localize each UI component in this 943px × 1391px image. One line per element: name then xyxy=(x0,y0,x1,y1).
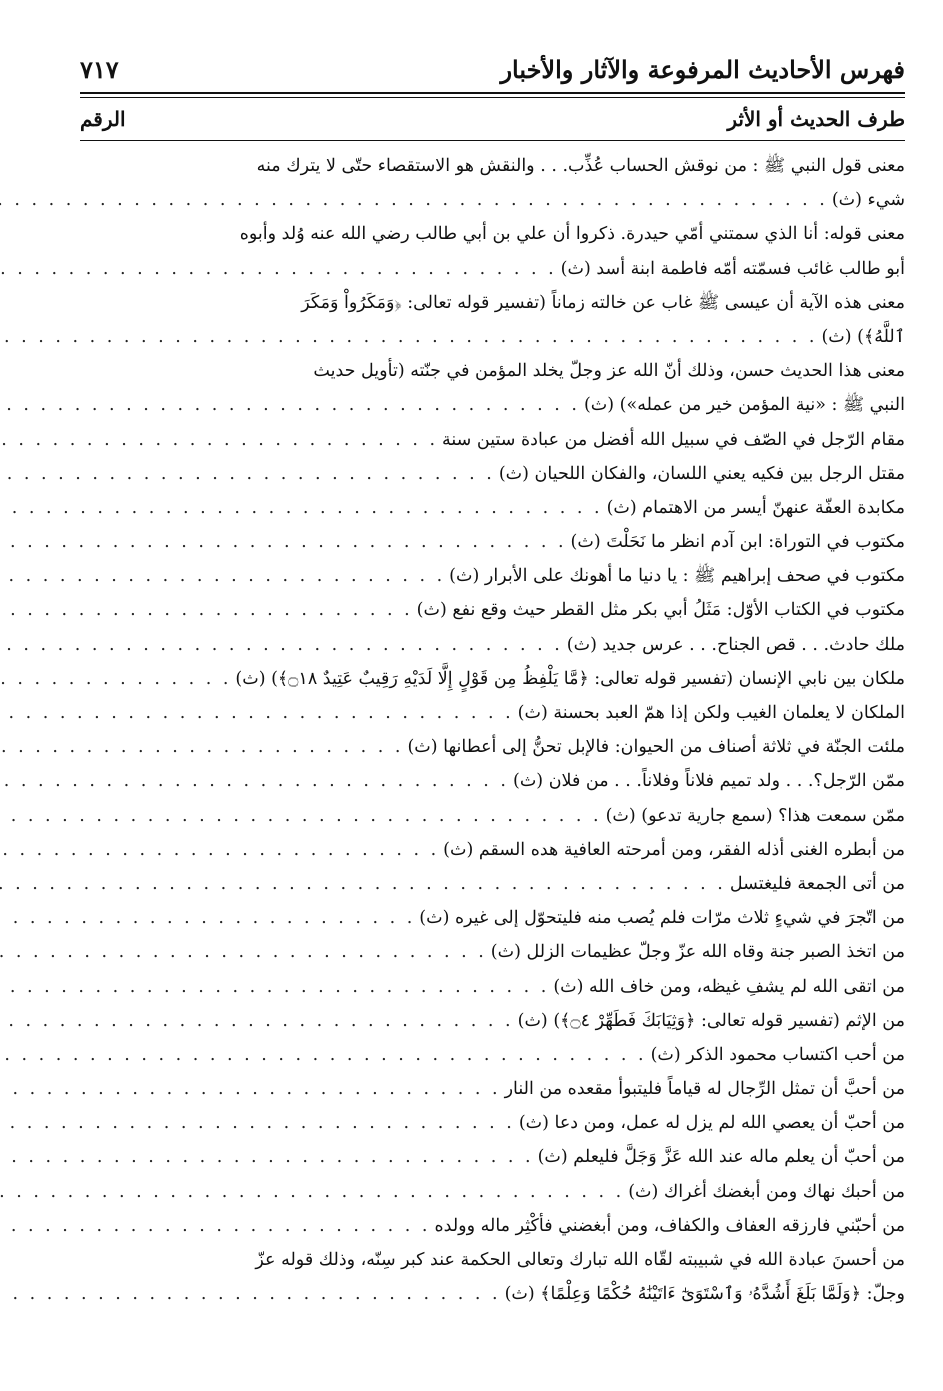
dot-leader xyxy=(0,252,561,286)
entry-line xyxy=(80,833,905,867)
index-entry xyxy=(80,662,905,696)
dot-leader xyxy=(0,525,571,559)
entry-line xyxy=(80,1106,905,1140)
entry-line xyxy=(80,457,905,491)
entry-line xyxy=(80,1004,905,1038)
entry-text: الملكان لا يعلمان الغيب ولكن إذا همّ العبد بحسنة (ث) xyxy=(517,703,905,723)
dot-leader xyxy=(0,457,499,491)
entry-line xyxy=(80,559,905,593)
entry-line xyxy=(80,730,905,764)
index-entry xyxy=(80,457,905,491)
entry-text: وجلّ: ﴿وَلَمَّا بَلَغَ أَشُدَّهُۥ وَٱسْتَوَىٰٓ ءَاتَيْنَٰهُ حُكْمًا وَعِلْمًا﴾ (ث) xyxy=(504,1284,905,1305)
dot-leader xyxy=(0,628,567,662)
index-entry xyxy=(80,901,905,935)
dot-leader xyxy=(0,730,407,764)
entry-line xyxy=(80,388,905,422)
entry-line xyxy=(80,935,905,969)
dot-leader xyxy=(0,799,606,833)
entry-text: من اتقى الله لم يشفِ غيظه، ومن خاف الله (ث) xyxy=(553,976,905,997)
dot-leader xyxy=(0,1004,518,1038)
dot-leader xyxy=(0,491,607,525)
dot-leader xyxy=(0,696,518,730)
dot-leader xyxy=(0,320,821,354)
entry-text: من أحبك نهاك ومن أبغضك أغراك (ث) xyxy=(628,1181,905,1202)
index-entry xyxy=(80,730,905,764)
dot-leader xyxy=(0,901,419,935)
entry-line xyxy=(80,662,905,696)
entry-line xyxy=(80,1038,905,1072)
dot-leader xyxy=(0,593,417,627)
dot-leader xyxy=(0,183,832,217)
index-entry xyxy=(80,286,905,354)
entry-text: من أحبَّ أن تمثل الرِّجال له قياماً فليتبوأ مقعده من النار xyxy=(504,1079,905,1100)
entry-line xyxy=(80,183,905,217)
entry-line xyxy=(80,1140,905,1174)
entry-text: شيء (ث) xyxy=(831,190,905,211)
entry-line xyxy=(80,320,905,354)
entry-line xyxy=(80,217,905,251)
entry-line xyxy=(80,1243,905,1277)
dot-leader xyxy=(0,970,553,1004)
index-entry xyxy=(80,593,905,627)
entry-text: معنى هذا الحديث حسن، وذلك أنّ الله عز وجلّ يخلد المؤمن في جنّته (تأويل حديث xyxy=(313,361,905,382)
entry-text: معنى قوله: أنا الذي سمتني أمّي حيدرة. ذكروا أن علي بن أبي طالب رضي الله عنه وُلد وأبوه xyxy=(239,224,905,245)
entry-line xyxy=(80,628,905,662)
index-entry xyxy=(80,1004,905,1038)
entry-text: مكتوب في التوراة: ابن آدم انظر ما نَحَلْتَ (ث) xyxy=(570,532,905,553)
dot-leader xyxy=(0,662,235,696)
index-entry xyxy=(80,423,905,457)
index-entry xyxy=(80,491,905,525)
entry-text: ملك حادث. . . قص الجناح. . . عرس جديد (ث) xyxy=(566,634,905,655)
entry-line xyxy=(80,764,905,798)
entry-text: من أحبّ أن يعصي الله لم يزل له عمل، ومن دعا (ث) xyxy=(518,1113,905,1134)
entry-line xyxy=(80,149,905,183)
entry-text: من اتخذ الصبر جنة وقاه الله عزّ وجلّ عظيمات الزلل (ث) xyxy=(490,942,905,963)
entry-line xyxy=(80,286,905,320)
index-entry xyxy=(80,1243,905,1311)
entry-text: معنى هذه الآية أن عيسى ﷺ غاب عن خالته زماناً (تفسير قوله تعالى: ﴿وَمَكَرُواْ وَمَكَرَ xyxy=(301,292,905,313)
index-entry xyxy=(80,149,905,217)
entry-text: من أحبّني فارزقه العفاف والكفاف، ومن أبغضني فأكْثِر ماله وولده xyxy=(434,1215,905,1236)
index-entry xyxy=(80,1038,905,1072)
index-entry xyxy=(80,935,905,969)
index-entries xyxy=(80,149,905,1311)
column-headers xyxy=(80,98,905,140)
index-entry xyxy=(80,764,905,798)
index-entry xyxy=(80,799,905,833)
entry-text: النبي ﷺ : «نية المؤمن خير من عمله») (ث) xyxy=(583,395,905,416)
index-entry xyxy=(80,628,905,662)
entry-text: مكتوب في صحف إبراهيم ﷺ : يا دنيا ما أهونك على الأبرار (ث) xyxy=(449,566,905,587)
entry-text: مقام الرّجل في الصّف في سبيل الله أفضل من عبادة ستين سنة xyxy=(442,429,905,450)
entry-text: مقتل الرجل بين فكيه يعني اللسان، والفكان اللحيان (ث) xyxy=(498,463,905,484)
column-header-number: الرقم xyxy=(80,107,126,131)
column-header-text: طرف الحديث أو الأثر xyxy=(727,107,905,131)
entry-text: من اتّجرَ في شيءٍ ثلاث مرّات فلم يُصب منه فليتحوّل إلى غيره (ث) xyxy=(419,908,905,929)
index-entry xyxy=(80,1175,905,1209)
entry-line xyxy=(80,423,905,457)
dot-leader xyxy=(0,1209,434,1243)
index-entry xyxy=(80,1072,905,1106)
index-entry xyxy=(80,867,905,901)
dot-leader xyxy=(0,559,449,593)
index-entry xyxy=(80,525,905,559)
entry-line xyxy=(80,1209,905,1243)
index-entry xyxy=(80,1209,905,1243)
dot-leader xyxy=(0,423,442,457)
entry-line xyxy=(80,593,905,627)
entry-text: من أحبّ أن يعلم ماله عند الله عَزَّ وَجَلَّ فليعلم (ث) xyxy=(537,1147,905,1168)
index-entry xyxy=(80,696,905,730)
entry-text: ملكان بين نابي الإنسان (تفسير قوله تعالى: ﴿مَّا يَلْفِظُ مِن قَوْلٍ إِلَّا لَدَيْهِ رَقِيبٌ عَتِيدٌ ۝١٨﴾) (ث) xyxy=(235,668,905,689)
dot-leader xyxy=(0,388,584,422)
entry-line xyxy=(80,867,905,901)
column-rule xyxy=(80,140,905,141)
dot-leader xyxy=(0,1277,505,1311)
entry-line xyxy=(80,696,905,730)
page-number: ٧١٧ xyxy=(80,55,119,84)
entry-text: من أحب اكتساب محمود الذكر (ث) xyxy=(650,1044,905,1065)
index-entry xyxy=(80,1106,905,1140)
entry-text: من أبطره الغنى أذله الفقر، ومن أمرحته العافية هده السقم (ث) xyxy=(443,839,905,860)
entry-line xyxy=(80,354,905,388)
entry-line xyxy=(80,1277,905,1311)
entry-text: أبو طالب غائب فسمّته أمّه فاطمة ابنة أسد (ث) xyxy=(560,258,905,279)
entry-line xyxy=(80,799,905,833)
entry-line xyxy=(80,901,905,935)
dot-leader xyxy=(0,1038,651,1072)
index-entry xyxy=(80,559,905,593)
page-header xyxy=(80,48,905,84)
index-entry xyxy=(80,217,905,285)
dot-leader xyxy=(0,1072,505,1106)
entry-text: ممّن الرّجل؟. . . ولد تميم فلاناً وفلاناً. . . من فلان (ث) xyxy=(513,771,905,792)
dot-leader xyxy=(0,1140,538,1174)
entry-line xyxy=(80,970,905,1004)
entry-text: من الإثم (تفسير قوله تعالى: ﴿وَثِيَابَكَ فَطَهِّرْ ۝٤﴾) (ث) xyxy=(517,1010,905,1031)
entry-text: مكابدة العفّة عنهنّ أيسر من الاهتمام (ث) xyxy=(606,497,905,518)
entry-text: مكتوب في الكتاب الأوّل: مَثَلُ أبي بكر مثل القطر حيث وقع نفع (ث) xyxy=(416,600,905,621)
index-page xyxy=(80,48,905,1311)
dot-leader xyxy=(0,867,730,901)
dot-leader xyxy=(0,833,443,867)
entry-text: ممّن سمعت هذا؟ (سمع جارية تدعو) (ث) xyxy=(605,805,905,826)
entry-text: من أحسنَ عبادة الله في شبيبته لقّاه الله تبارك وتعالى الحكمة عند كبر سِنّه، وذلك قوله عزّ xyxy=(255,1250,905,1270)
dot-leader xyxy=(0,1175,628,1209)
entry-line xyxy=(80,525,905,559)
index-entry xyxy=(80,833,905,867)
dot-leader xyxy=(0,935,491,969)
entry-line xyxy=(80,252,905,286)
entry-line xyxy=(80,491,905,525)
index-entry xyxy=(80,1140,905,1174)
entry-text: معنى قول النبي ﷺ : من نوقش الحساب عُذِّب. . . والنقش هو الاستقصاء حتّى لا يترك منه xyxy=(256,156,905,176)
page-title: فهرس الأحاديث المرفوعة والآثار والأخبار xyxy=(500,55,905,84)
index-entry xyxy=(80,354,905,422)
dot-leader xyxy=(0,764,513,798)
index-entry xyxy=(80,970,905,1004)
entry-line xyxy=(80,1175,905,1209)
entry-text: من أتى الجمعة فليغتسل xyxy=(729,873,905,894)
entry-line xyxy=(80,1072,905,1106)
dot-leader xyxy=(0,1106,519,1140)
entry-text: ٱللَّهُ﴾) (ث) xyxy=(821,326,905,347)
entry-text: ملئت الجنّة في ثلاثة أصناف من الحيوان: فالإبل تحنُّ إلى أعطانها (ث) xyxy=(407,737,905,758)
